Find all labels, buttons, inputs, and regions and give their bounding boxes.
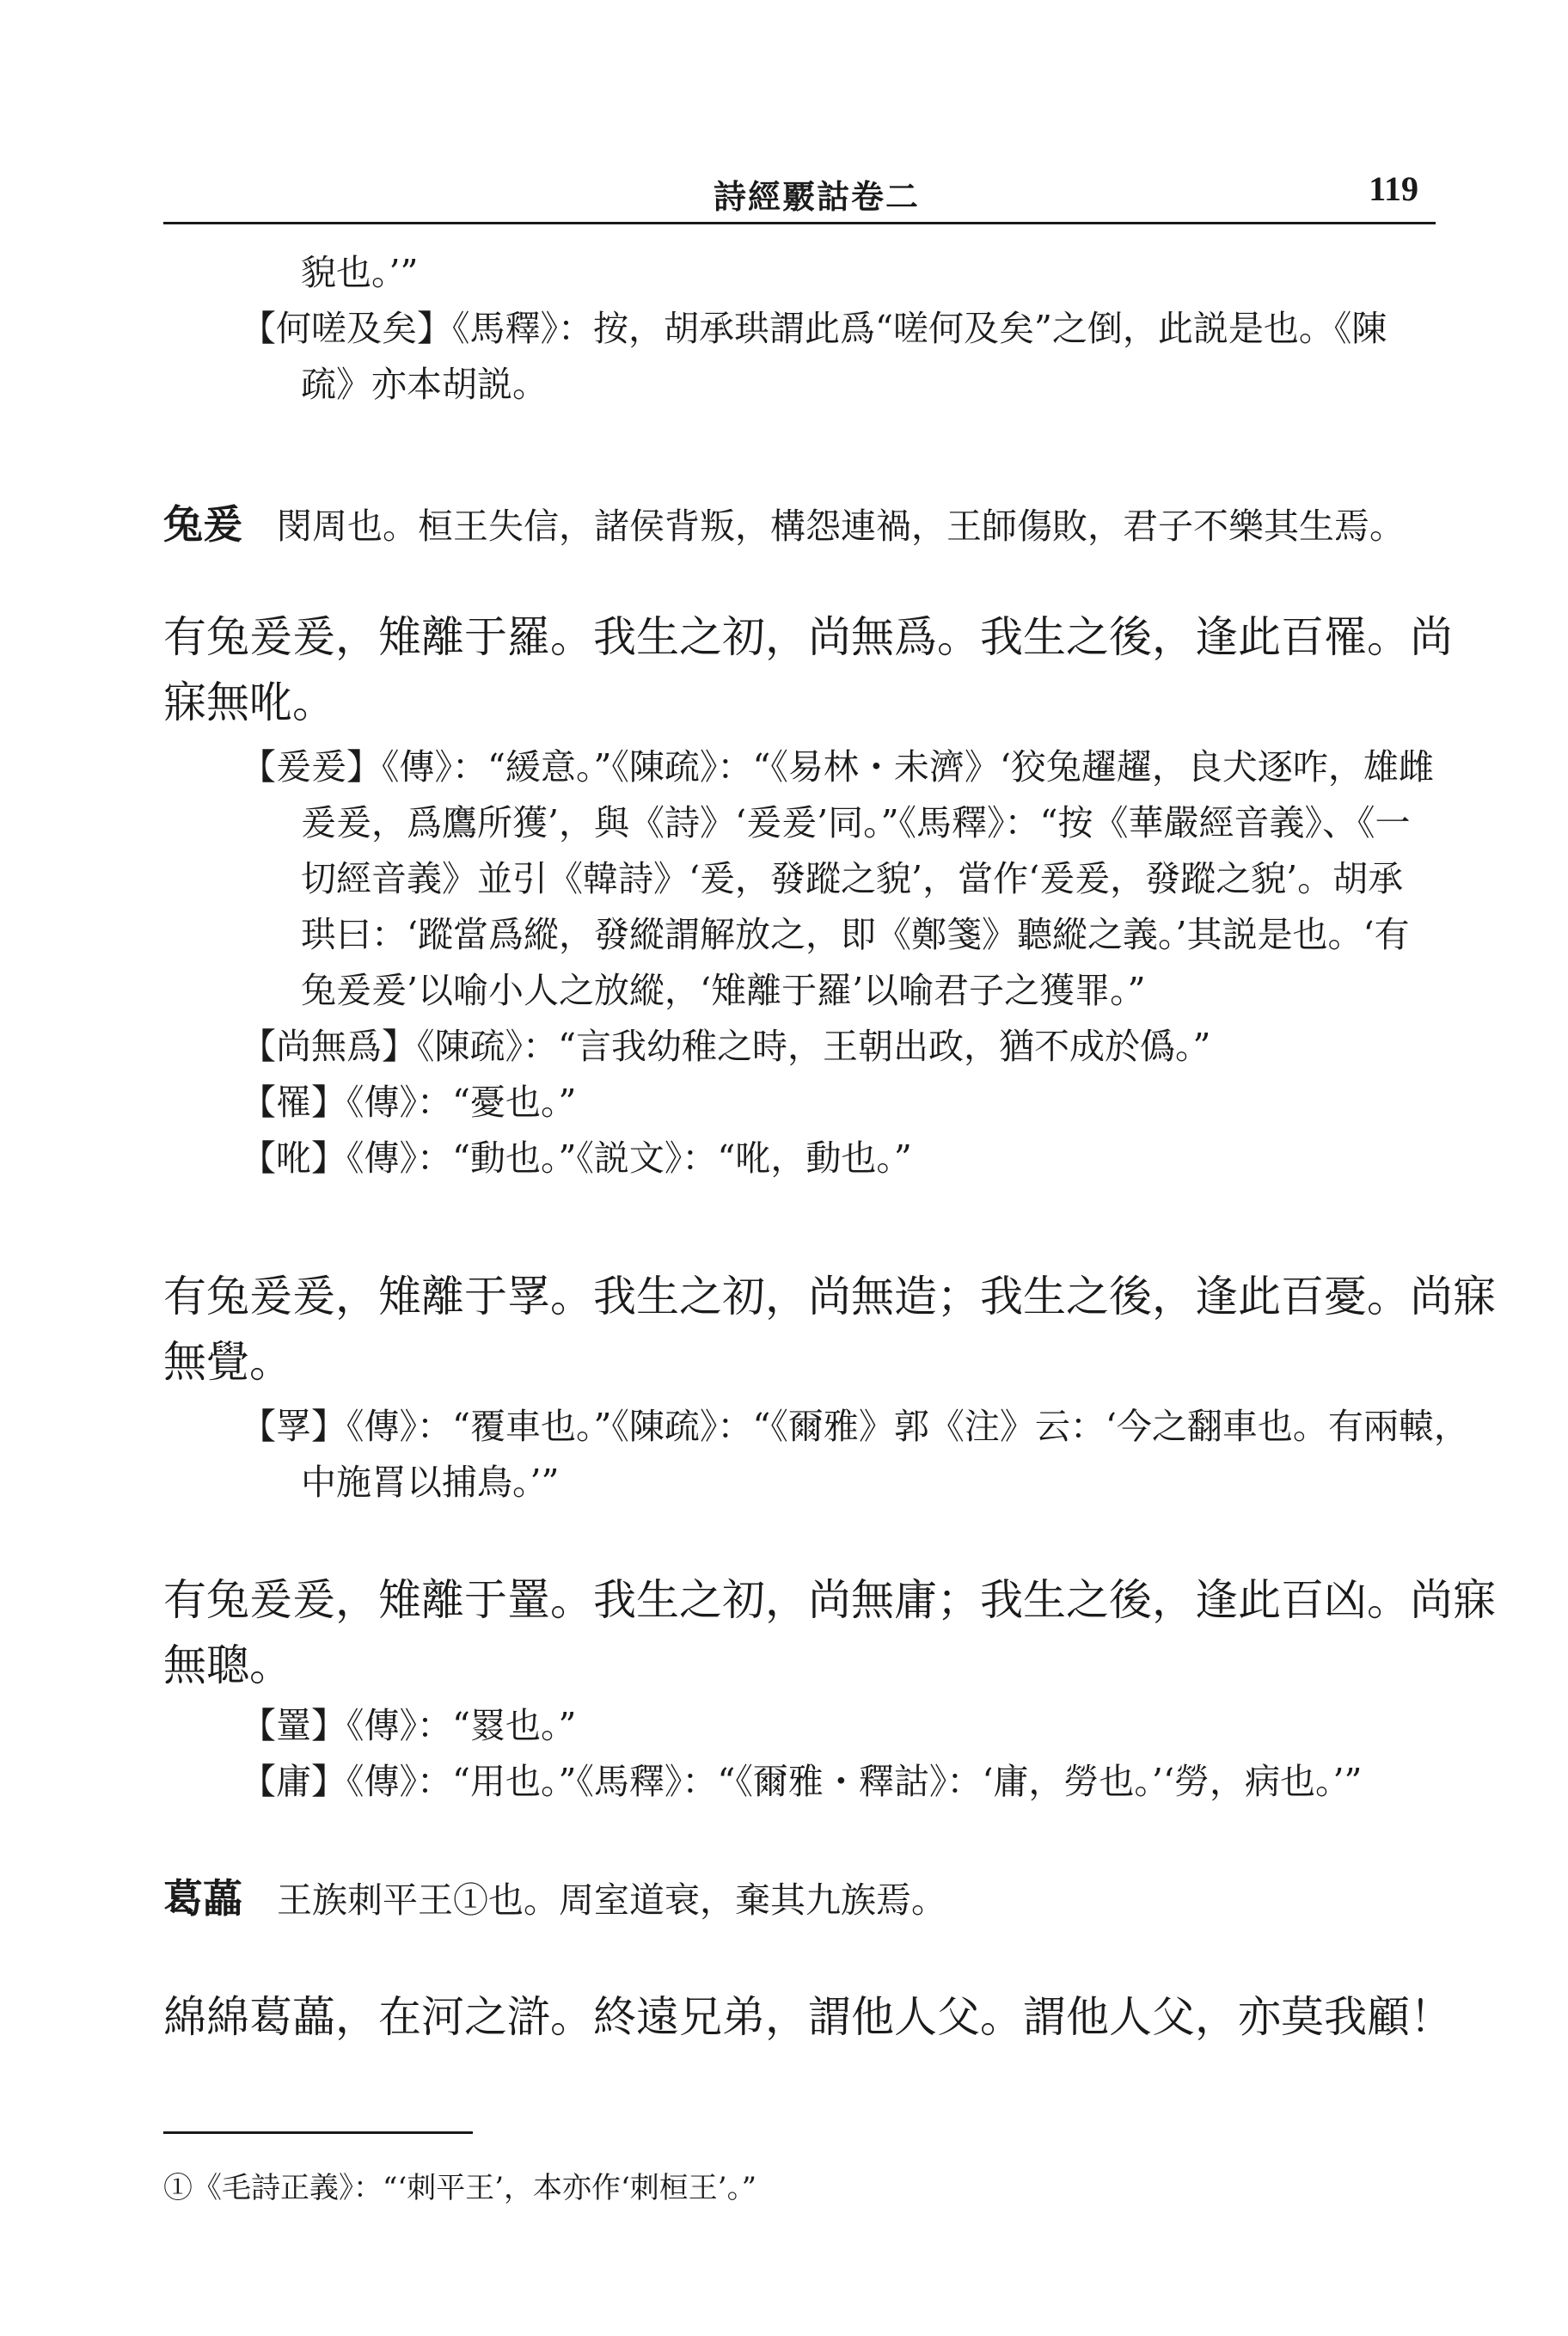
verse-line: 有兔爰爰，雉離于罦。我生之初，尚無造；我生之後，逢此百憂。尚寐 <box>163 1272 1496 1321</box>
poem-title: 葛藟 <box>163 1875 242 1922</box>
poem-preface: 王族刺平王①也。周室道衰，棄其九族焉。 <box>277 1879 946 1921</box>
note-line: 貌也。’” <box>301 252 419 293</box>
footnote: ①《毛詩正義》：“‘刺平王’，本亦作‘刺桓王’。” <box>163 2171 756 2205</box>
header-rule <box>163 222 1436 224</box>
footnote-rule <box>163 2131 473 2134</box>
note-line: 爰爰，爲鷹所獲’，與《詩》‘爰爰’同。”《馬釋》：“按《華嚴經音義》、《一 <box>301 802 1411 843</box>
note-line: 【何嗟及矣】《馬釋》：按，胡承珙謂此爲“嗟何及矣”之倒，此説是也。《陳 <box>241 308 1387 349</box>
note-line: 【罿】《傳》：“罬也。” <box>241 1705 577 1746</box>
stanza <box>163 1567 1496 1698</box>
poem-title-line <box>163 497 1405 555</box>
note-line: 【吪】《傳》：“動也。”《説文》：“吪，動也。” <box>241 1137 912 1179</box>
note-line: 疏》亦本胡説。 <box>301 364 548 405</box>
note-line: 【爰爰】《傳》：“緩意。”《陳疏》：“《易林・未濟》‘狡兔趯趯，良犬逐咋，雄雌 <box>241 746 1434 788</box>
stanza <box>163 604 1453 735</box>
stanza <box>163 1984 1453 2050</box>
verse-line: 綿綿葛藟，在河之滸。終遠兄弟，謂他人父。謂他人父，亦莫我顧！ <box>163 1992 1453 2042</box>
stanza <box>163 1264 1496 1395</box>
notes-top <box>163 245 1387 413</box>
verse-line: 無聰。 <box>163 1640 292 1690</box>
note-line: 切經音義》並引《韓詩》‘爰，發蹤之貌’，當作‘爰爰，發蹤之貌’。胡承 <box>301 858 1404 899</box>
note-line: 中施罥以捕鳥。’” <box>301 1462 560 1503</box>
verse-line: 無覺。 <box>163 1337 292 1387</box>
note-line: 兔爰爰’以喻小人之放縱，‘雉離于羅’以喻君子之獲罪。” <box>301 970 1146 1011</box>
verse-line: 有兔爰爰，雉離于羅。我生之初，尚無爲。我生之後，逢此百罹。尚 <box>163 612 1453 662</box>
running-head <box>163 163 1436 224</box>
note-line: 【庸】《傳》：“用也。”《馬釋》：“《爾雅・釋詁》：‘庸，勞也。’‘勞，病也。’” <box>241 1761 1363 1802</box>
stanza-notes <box>163 739 1434 1186</box>
page-number: 119 <box>1369 169 1418 208</box>
running-title: 詩經覈詁卷二 <box>714 177 921 216</box>
note-line: 珙曰：‘蹤當爲縱，發縱謂解放之，即《鄭箋》聽縱之義。’其説是也。‘有 <box>301 914 1410 955</box>
verse-line: 有兔爰爰，雉離于罿。我生之初，尚無庸；我生之後，逢此百凶。尚寐 <box>163 1575 1496 1625</box>
poem-title-line <box>163 1871 946 1928</box>
stanza-notes <box>163 1399 1469 1511</box>
note-line: 【尚無爲】《陳疏》：“言我幼稚之時，王朝出政，猶不成於僞。” <box>241 1026 1211 1067</box>
note-line: 【罹】《傳》：“憂也。” <box>241 1082 577 1123</box>
verse-line: 寐無吪。 <box>163 678 335 727</box>
stanza-notes <box>163 1698 1362 1810</box>
poem-preface: 閔周也。桓王失信，諸侯背叛，構怨連禍，王師傷敗，君子不樂其生焉。 <box>277 506 1405 547</box>
poem-title: 兔爰 <box>163 501 242 548</box>
note-line: 【罦】《傳》：“覆車也。”《陳疏》：“《爾雅》郭《注》云：‘今之翻車也。有兩轅， <box>241 1406 1469 1447</box>
